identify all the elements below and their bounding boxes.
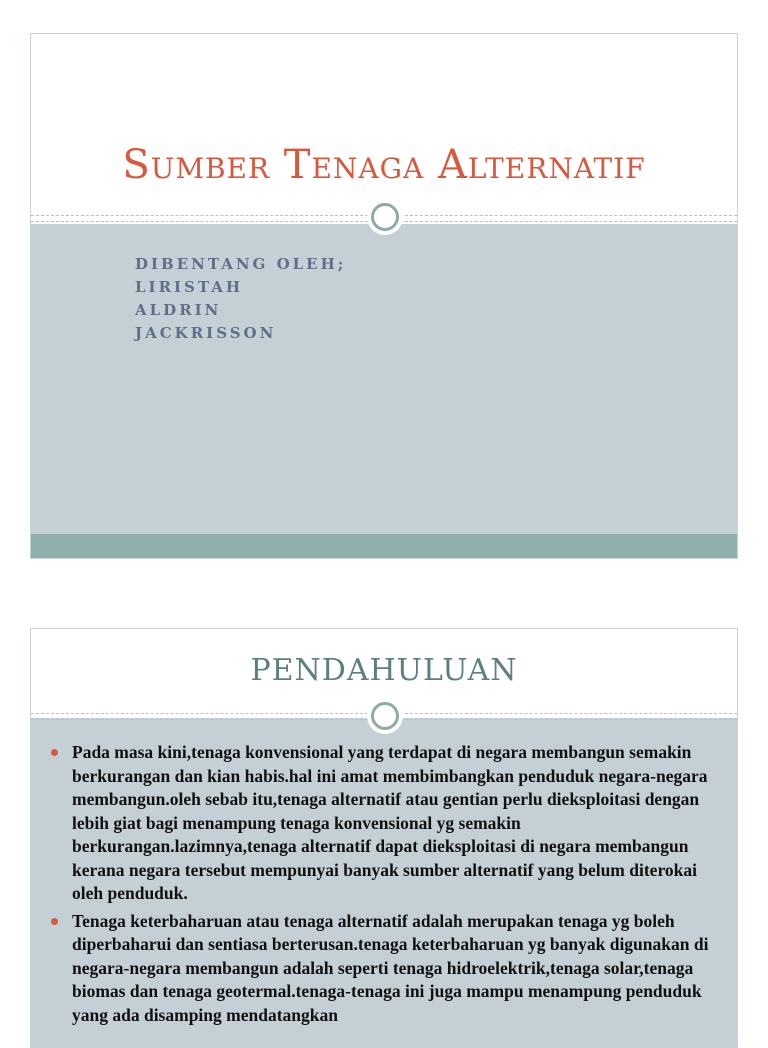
subtitle-line: JACKRISSON: [135, 324, 277, 342]
slide-1-title: Sumber Tenaga Alternatif: [122, 142, 646, 188]
bullet-item: [49, 910, 719, 1028]
circle-ornament-icon: [367, 199, 403, 235]
slide-1-subtitle: [135, 253, 346, 345]
bullet-list: [49, 741, 719, 1031]
bullet-dot-icon: [51, 918, 58, 925]
slide-2: [30, 628, 738, 1048]
slide-1: [30, 33, 738, 559]
circle-ornament-icon: [367, 698, 403, 734]
subtitle-line: LIRISTAH: [135, 278, 244, 296]
bullet-text: Tenaga keterbaharuan atau tenaga alternatif adalah merupakan tenaga yg boleh diperbaharui dan sentiasa berterusan.tenaga keterbaharuan yg banyak digunakan di negara-negara membangun adalah seperti tenaga hidroelektrik,tenaga solar,tenaga biomas dan tenaga geotermal.tenaga-tenaga ini juga mampu menampung penduduk yang ada disamping mendatangkan: [72, 910, 709, 1025]
slide-1-footer-bar: [31, 534, 737, 558]
bullet-text: Pada masa kini,tenaga konvensional yang terdapat di negara membangun semakin berkurangan dan kian habis.hal ini amat membimbangkan penduduk negara-negara membangun.oleh sebab itu,tenaga alternatif atau gentian perlu dieksploitasi dengan lebih giat bagi menampung tenaga konvensional yg semakin berkurangan.lazimnya,tenaga alternatif dapat dieksploitasi di negara membangun kerana negara tersebut mempunyai banyak sumber alternatif yang belum diterokai oleh penduduk.: [72, 742, 708, 903]
subtitle-line: ALDRIN: [135, 301, 222, 319]
slide-2-title: PENDAHULUAN: [250, 653, 518, 688]
bullet-dot-icon: [51, 749, 58, 756]
subtitle-line: DIBENTANG OLEH;: [135, 255, 347, 273]
bullet-item: [49, 741, 719, 906]
